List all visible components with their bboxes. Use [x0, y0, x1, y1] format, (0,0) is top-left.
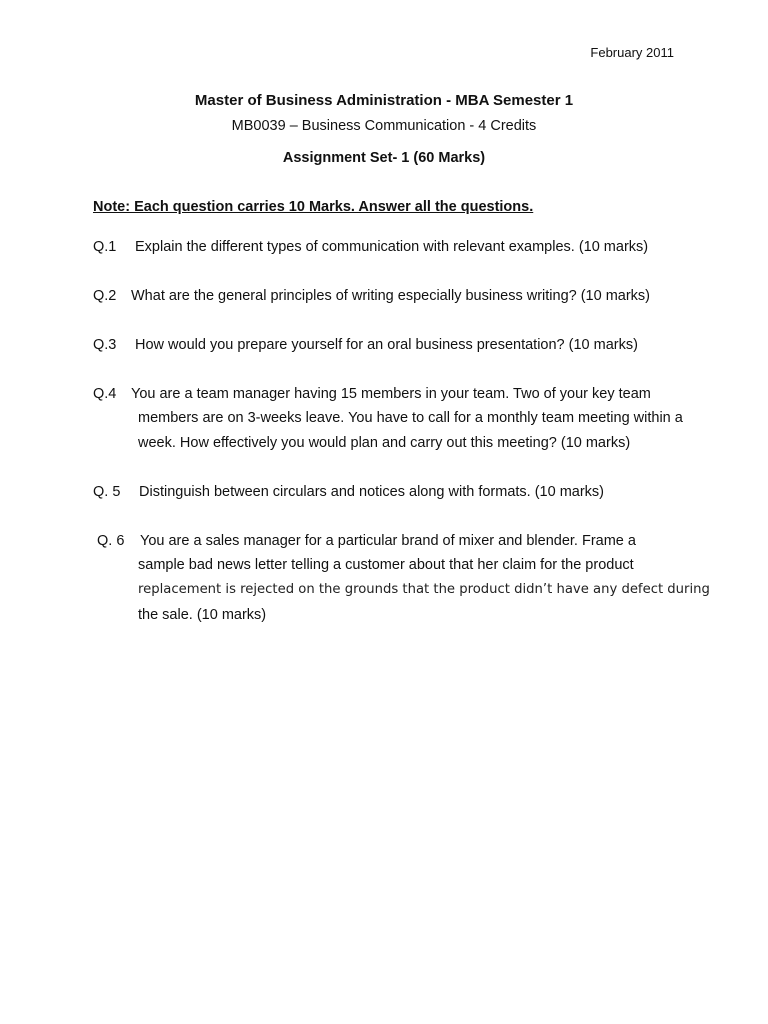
question-text-line: You are a sales manager for a particular brand of mixer and blender. Frame a — [140, 533, 636, 549]
instructions-note: Note: Each question carries 10 Marks. Answer all the questions. — [93, 199, 534, 215]
question-1 — [93, 235, 649, 259]
question-text-line: Distinguish between circulars and notices along with formats. (10 marks) — [139, 484, 605, 500]
question-text-line: Explain the different types of communication with relevant examples. (10 marks) — [135, 239, 649, 255]
document-title: Master of Business Administration - MBA Semester 1 — [194, 92, 574, 109]
question-text-line: members are on 3-weeks leave. You have to call for a monthly team meeting within a — [138, 410, 683, 426]
question-5 — [93, 480, 605, 504]
question-text-line: You are a team manager having 15 members in your team. Two of your key team — [131, 386, 651, 402]
question-number: Q.2 — [93, 288, 117, 304]
question-2 — [93, 284, 651, 308]
question-text-line: the sale. (10 marks) — [138, 607, 267, 623]
question-number: Q.4 — [93, 386, 117, 402]
question-text-line: What are the general principles of writing especially business writing? (10 marks) — [131, 288, 651, 304]
question-text-line: How would you prepare yourself for an oral business presentation? (10 marks) — [135, 337, 638, 353]
question-4 — [93, 382, 683, 451]
question-text-line: sample bad news letter telling a customer about that her claim for the product — [138, 557, 634, 573]
assignment-set-title: Assignment Set- 1 (60 Marks) — [282, 150, 486, 166]
question-number: Q. 6 — [97, 533, 125, 549]
question-text-line: week. How effectively you would plan and carry out this meeting? (10 marks) — [138, 435, 631, 451]
question-number: Q. 5 — [93, 484, 121, 500]
question-number: Q.1 — [93, 239, 117, 255]
course-subtitle: MB0039 – Business Communication - 4 Credits — [231, 118, 537, 134]
question-text-line: replacement is rejected on the grounds that the product didn’t have any defect during — [138, 582, 710, 597]
document-date: February 2011 — [590, 45, 674, 60]
question-3 — [93, 333, 638, 357]
question-6 — [97, 529, 710, 623]
question-number: Q.3 — [93, 337, 117, 353]
